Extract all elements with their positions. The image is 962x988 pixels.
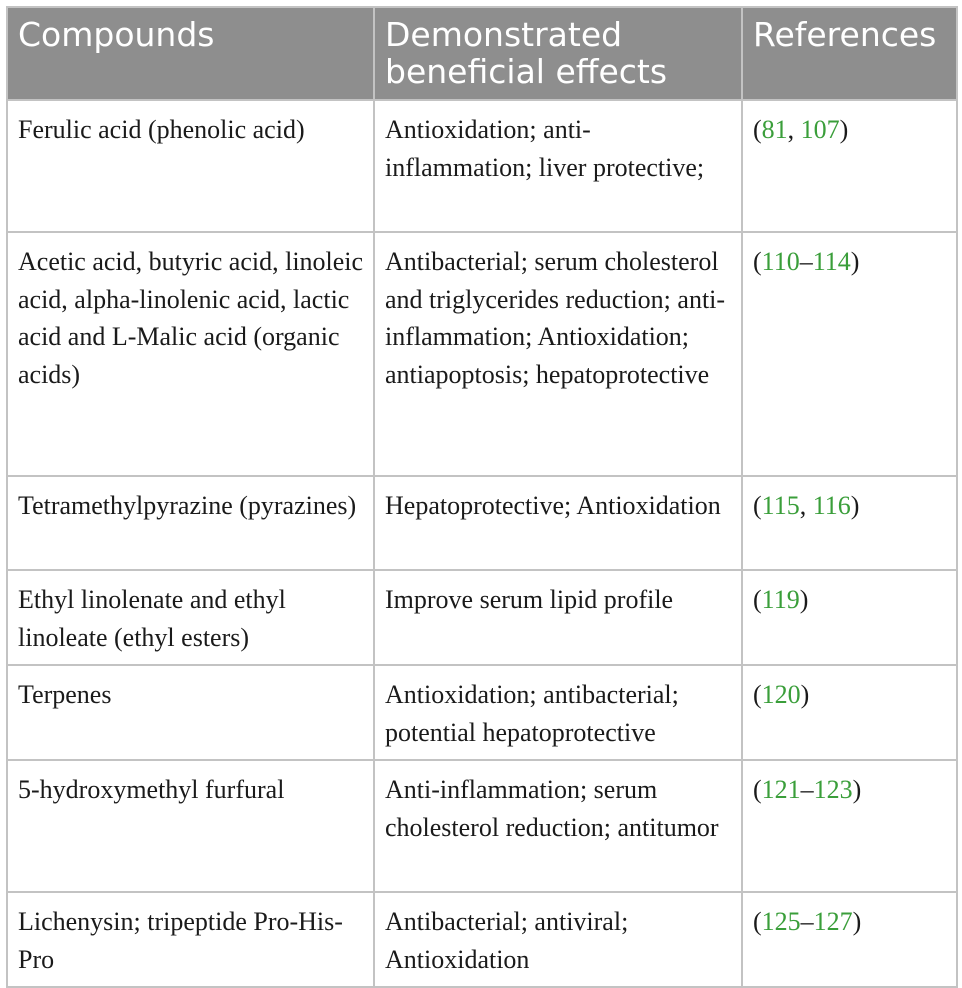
table-body [7, 100, 957, 987]
header-references: References [742, 7, 957, 100]
paren-close: ) [799, 585, 809, 614]
paren-open: ( [753, 491, 762, 520]
header-effects: Demonstrated beneficial effects [374, 7, 742, 100]
reference-link[interactable]: 81 [761, 115, 788, 144]
reference-link[interactable]: 114 [812, 247, 851, 276]
table-row [7, 665, 957, 760]
reference-link[interactable]: 123 [813, 775, 853, 804]
compounds-cell: Tetramethylpyrazine (pyrazines) [7, 476, 374, 570]
paren-open: ( [753, 247, 762, 276]
effects-cell: Antioxidation; anti-inflammation; liver protective; [374, 100, 742, 232]
reference-link[interactable]: 119 [761, 585, 800, 614]
compounds-cell: Terpenes [7, 665, 374, 760]
compounds-cell: Ferulic acid (phenolic acid) [7, 100, 374, 232]
effects-cell: Hepatoprotective; Antioxidation [374, 476, 742, 570]
reference-link[interactable]: 116 [812, 491, 851, 520]
references-cell [742, 232, 957, 476]
references-cell [742, 892, 957, 987]
reference-separator: , [799, 491, 813, 520]
reference-link[interactable]: 121 [761, 775, 801, 804]
paren-close: ) [852, 775, 862, 804]
effects-cell: Antioxidation; antibacterial; potential hepatoprotective [374, 665, 742, 760]
reference-separator: , [787, 115, 801, 144]
paren-open: ( [753, 775, 762, 804]
reference-separator: – [799, 247, 813, 276]
compounds-cell: Lichenysin; tripeptide Pro-His-Pro [7, 892, 374, 987]
references-cell [742, 570, 957, 665]
paren-open: ( [753, 680, 762, 709]
table-row [7, 760, 957, 892]
reference-link[interactable]: 115 [761, 491, 800, 520]
reference-link[interactable]: 107 [800, 115, 840, 144]
paren-close: ) [850, 247, 860, 276]
references-cell [742, 476, 957, 570]
paren-close: ) [839, 115, 849, 144]
reference-link[interactable]: 110 [761, 247, 800, 276]
table-row [7, 570, 957, 665]
paren-close: ) [800, 680, 810, 709]
paren-open: ( [753, 907, 762, 936]
header-compounds: Compounds [7, 7, 374, 100]
paren-open: ( [753, 585, 762, 614]
paren-close: ) [852, 907, 862, 936]
compounds-cell: Ethyl linolenate and ethyl linoleate (ethyl esters) [7, 570, 374, 665]
table-row [7, 232, 957, 476]
table-row [7, 476, 957, 570]
compounds-table [6, 6, 958, 988]
effects-cell: Improve serum lipid profile [374, 570, 742, 665]
paren-open: ( [753, 115, 762, 144]
reference-separator: – [800, 907, 814, 936]
reference-link[interactable]: 120 [761, 680, 801, 709]
paren-close: ) [850, 491, 860, 520]
references-cell [742, 760, 957, 892]
reference-link[interactable]: 125 [761, 907, 801, 936]
reference-separator: – [800, 775, 814, 804]
references-cell [742, 100, 957, 232]
table-row [7, 892, 957, 987]
reference-link[interactable]: 127 [813, 907, 853, 936]
effects-cell: Antibacterial; serum cholesterol and triglycerides reduction; anti-inflammation; Antioxidation; antiapoptosis; hepatoprotective [374, 232, 742, 476]
effects-cell: Anti-inflammation; serum cholesterol reduction; antitumor [374, 760, 742, 892]
compounds-cell: Acetic acid, butyric acid, linoleic acid, alpha-linolenic acid, lactic acid and L-Malic acid (organic acids) [7, 232, 374, 476]
references-cell [742, 665, 957, 760]
compounds-cell: 5-hydroxymethyl furfural [7, 760, 374, 892]
header-row [7, 7, 957, 100]
table-row [7, 100, 957, 232]
effects-cell: Antibacterial; antiviral; Antioxidation [374, 892, 742, 987]
